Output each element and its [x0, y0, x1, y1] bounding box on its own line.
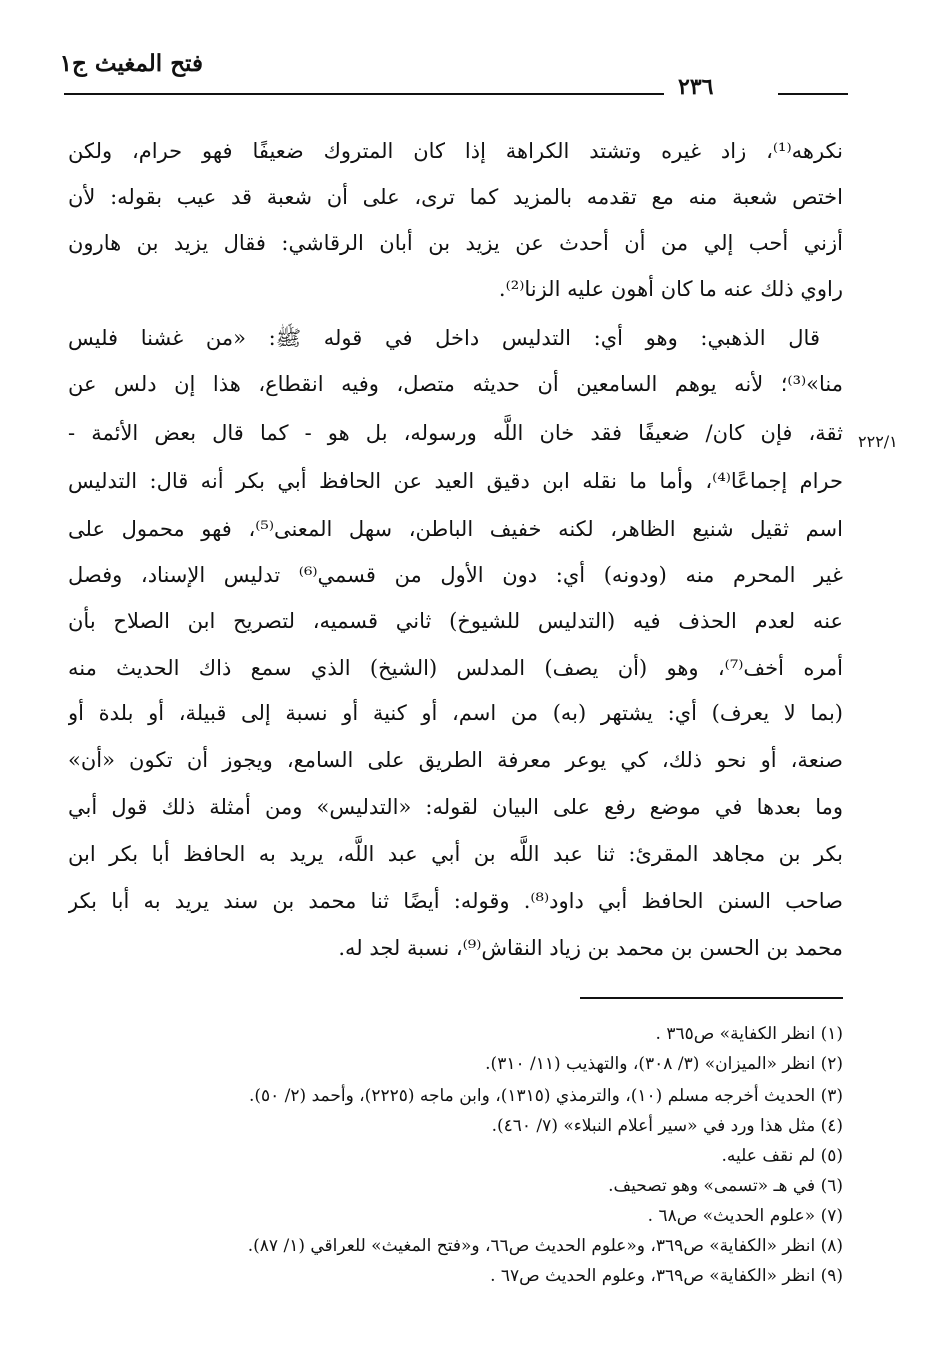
footnote-separator [580, 997, 843, 999]
text-line: راوي ذلك عنه ما كان أهون عليه الزنا⁽²⁾. [498, 277, 843, 301]
page-number: ٢٣٦ [678, 74, 714, 100]
running-title: فتح المغيث ج١ [59, 50, 203, 77]
footnote: (٩) انظر «الكفاية» ص٣٦٩، وعلوم الحديث ص٦٧ . [490, 1266, 843, 1286]
text-line: بكر بن مجاهد المقرئ: ثنا عبد اللَّه بن أبي عبد اللَّه، يريد به الحافظ أبا بكر ابن [68, 842, 843, 866]
text-line: أمره أخف⁽⁷⁾، وهو (أن يصف) المدلس (الشيخ) الذي سمع ذاك الحديث منه [68, 656, 843, 680]
text-line: وما بعدها في موضع رفع على البيان لقوله: «التدليس» ومن أمثلة ذلك قول أبي [68, 795, 843, 819]
footnote: (٤) مثل هذا ورد في «سير أعلام النبلاء» (٧/ ٤٦٠). [491, 1116, 843, 1136]
text-line: أزني أحب إلي من أن أحدث عن يزيد بن أبان الرقاشي: فقال يزيد بن هارون [68, 231, 843, 255]
text-line: قال الذهبي: وهو أي: التدليس داخل في قوله ﷺ: «من غشنا فليس [68, 326, 820, 350]
text-line: محمد بن الحسن بن محمد بن زياد النقاش⁽⁹⁾، نسبة لجد له. [338, 936, 843, 960]
text-line: عنه لعدم الحذف فيه (التدليس للشيوخ) ثاني قسميه، لتصريح ابن الصلاح بأن [68, 609, 843, 633]
text-line: اسم ثقيل شنيع الظاهر، لكنه خفيف الباطن، سهل المعنى⁽⁵⁾، فهو محمول على [68, 517, 843, 541]
footnote: (٨) انظر «الكفاية» ص٣٦٩، و«علوم الحديث ص٦٦، و«فتح المغيث» للعراقي (١/ ٨٧). [247, 1236, 843, 1256]
text-line: صاحب السنن الحافظ أبي داود⁽⁸⁾. وقوله: أيضًا ثنا محمد بن سند يريد به أبا بكر [68, 889, 843, 913]
text-line: نكرهه⁽¹⁾، زاد غيره وتشتد الكراهة إذا كان المتروك ضعيفًا فهو حرام، ولكن [68, 139, 843, 163]
text-line: اختص شعبة منه مع تقدمه بالمزيد كما ترى، على أن شعبة قد عيب بقوله: لأن [68, 185, 843, 209]
text-line: حرام إجماعًا⁽⁴⁾، وأما ما نقله ابن دقيق العيد عن الحافظ أبي بكر أنه قال: التدليس [68, 469, 843, 493]
footnote: (١) انظر الكفاية» ص٣٦٥ . [655, 1024, 843, 1044]
text-line: (بما لا يعرف) أي: يشتهر (به) من اسم، أو كنية أو نسبة إلى قبيلة، أو بلدة أو [68, 701, 843, 725]
margin-reference: ٢٢٢/١ [858, 432, 898, 451]
footnote: (٣) الحديث أخرجه مسلم (١٠)، والترمذي (١٣١٥)، وابن ماجه (٢٢٢٥)، وأحمد (٢/ ٥٠). [248, 1086, 843, 1106]
text-line: صنعة، أو نحو ذلك، كي يوعر معرفة الطريق على السامع، ويجوز أن تكون «أن» [68, 748, 843, 772]
text-line: منا»⁽³⁾؛ لأنه يوهم السامعين أن حديثه متصل، وفيه انقطاع، هذا إن دلس عن [68, 372, 843, 396]
text-line: ثقة، فإن كان/ ضعيفًا فقد خان اللَّه ورسوله، بل هو - كما قال بعض الأئمة - [68, 421, 843, 445]
footnote: (٧) «علوم الحديث» ص٦٨ . [647, 1206, 843, 1226]
footnote: (٢) انظر «الميزان» (٣/ ٣٠٨)، والتهذيب (١١/ ٣١٠). [485, 1054, 843, 1074]
footnote: (٥) لم نقف عليه. [721, 1146, 843, 1166]
header-rule [64, 93, 664, 95]
footnote: (٦) في هـ «تسمى» وهو تصحيف. [608, 1176, 843, 1196]
header-dash [778, 93, 848, 95]
text-line: غير المحرم منه (ودونه) أي: دون الأول من قسمي⁽⁶⁾ تدليس الإسناد، وفصل [68, 563, 843, 587]
